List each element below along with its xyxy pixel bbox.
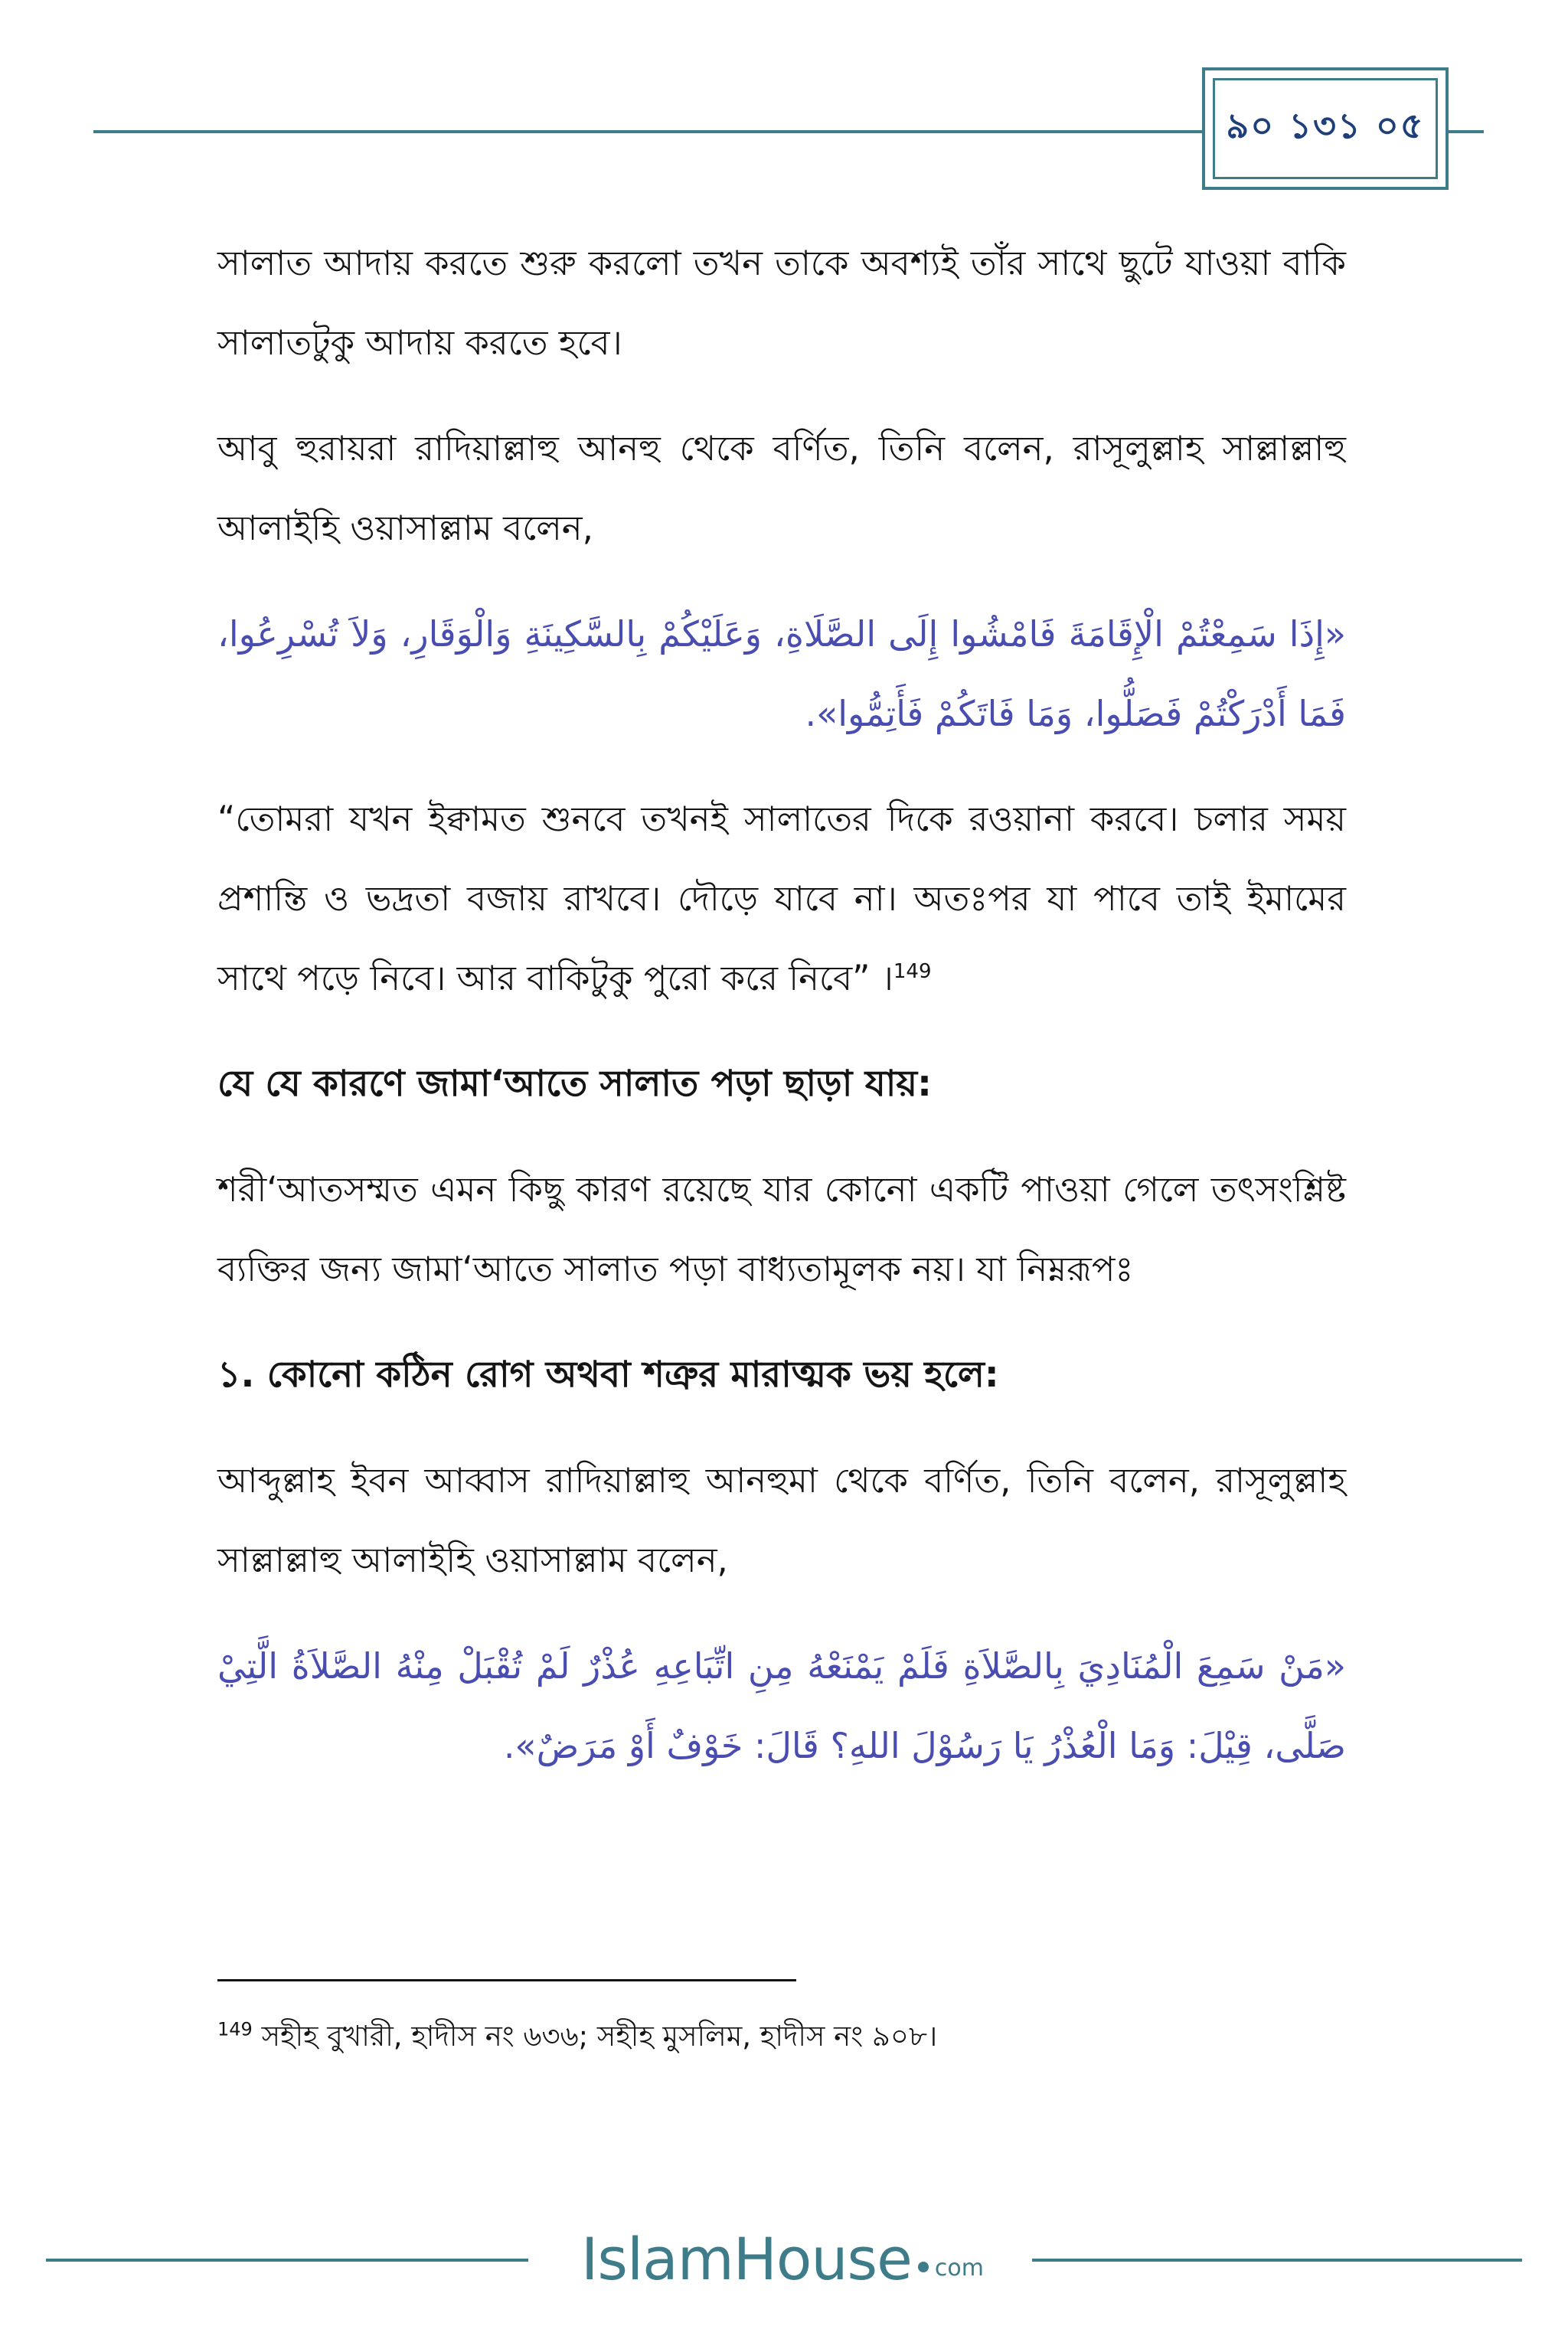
page-number-box: [1202, 67, 1449, 190]
footnote-rule: [217, 1979, 796, 1981]
footnote-ref-149[interactable]: 149: [893, 960, 932, 983]
section-heading: যে যে কারণে জামা‘আতে সালাত পড়া ছাড়া যায়:: [217, 1063, 932, 1105]
logo-wordmark: IslamHouse: [581, 2224, 912, 2293]
paragraph-1: সালাত আদায় করতে শুরু করলো তখন তাকে অবশ্যই তাঁর সাথে ছুটে যাওয়া বাকি সালাতটুকু আদায় করতে হবে।: [217, 243, 1346, 363]
footnote-text: সহীহ বুখারী, হাদীস নং ৬৩৬; সহীহ মুসলিম, হাদীস নং ৯০৮।: [252, 2020, 938, 2053]
page-number: ৯০ ১৩১ ০৫: [1226, 105, 1425, 146]
paragraph-3: [217, 779, 1346, 1018]
page-content: [217, 224, 1346, 1785]
arabic-hadith-2: «مَنْ سَمِعَ الْمُنَادِيَ بِالصَّلاَةِ فَلَمْ يَمْنَعْهُ مِنِ اتِّبَاعِهِ عُذْرٌ لَمْ تُقْبَلْ مِنْهُ الصَّلاَةُ الَّتِيْ صَلَّى، قِيْلَ: وَمَا الْعُذْرُ يَا رَسُوْلَ اللهِ؟ قَالَ: خَوْفٌ أَوْ مَرَضٌ».: [217, 1645, 1346, 1766]
footnote-number: 149: [217, 2018, 253, 2040]
logo-dot-icon: [918, 2262, 929, 2272]
paragraph-2: আবু হুরায়রা রাদিয়াল্লাহু আনহু থেকে বর্ণিত, তিনি বলেন, রাসূলুল্লাহ সাল্লাল্লাহু আলাইহি ওয়াসাল্লাম বলেন,: [217, 428, 1346, 548]
footnote: [217, 2014, 1346, 2060]
page-number-box-inner: [1213, 78, 1438, 179]
logo-suffix: com: [934, 2254, 984, 2282]
paragraph-5: আব্দুল্লাহ ইবন আব্বাস রাদিয়াল্লাহু আনহুমা থেকে বর্ণিত, তিনি বলেন, রাসূলুল্লাহ সাল্লাল্লাহু আলাইহি ওয়াসাল্লাম বলেন,: [217, 1460, 1346, 1580]
header-rule-right: [1446, 130, 1484, 133]
arabic-hadith-1: «إِذَا سَمِعْتُمْ الْإِقَامَةَ فَامْشُوا إِلَى الصَّلَاةِ، وَعَلَيْكُمْ بِالسَّكِينَةِ وَالْوَقَارِ، وَلاَ تُسْرِعُوا، فَمَا أَدْرَكْتُمْ فَصَلُّوا، وَمَا فَاتَكُمْ فَأَتِمُّوا».: [217, 613, 1346, 734]
paragraph-3-text: “তোমরা যখন ইক্বামত শুনবে তখনই সালাতের দিকে রওয়ানা করবে। চলার সময় প্রশান্তি ও ভদ্রতা বজায় রাখবে। দৌড়ে যাবে না। অতঃপর যা পাবে তাই ইমামের সাথে পড়ে নিবে। আর বাকিটুকু পুরো করে নিবে” ।: [217, 799, 1346, 998]
footer-rule-left: [46, 2259, 528, 2262]
header-rule-left: [93, 130, 1211, 133]
subsection-heading-1: ১. কোনো কঠিন রোগ অথবা শত্রুর মারাত্মক ভয় হলে:: [217, 1354, 999, 1396]
footer-rule-right: [1032, 2259, 1522, 2262]
islamhouse-logo[interactable]: [545, 2220, 1020, 2297]
paragraph-4: শরী‘আতসম্মত এমন কিছু কারণ রয়েছে যার কোনো একটি পাওয়া গেলে তৎসংশ্লিষ্ট ব্যক্তির জন্য জামা‘আতে সালাত পড়া বাধ্যতামূলক নয়। যা নিম্নরূপঃ: [217, 1169, 1346, 1289]
